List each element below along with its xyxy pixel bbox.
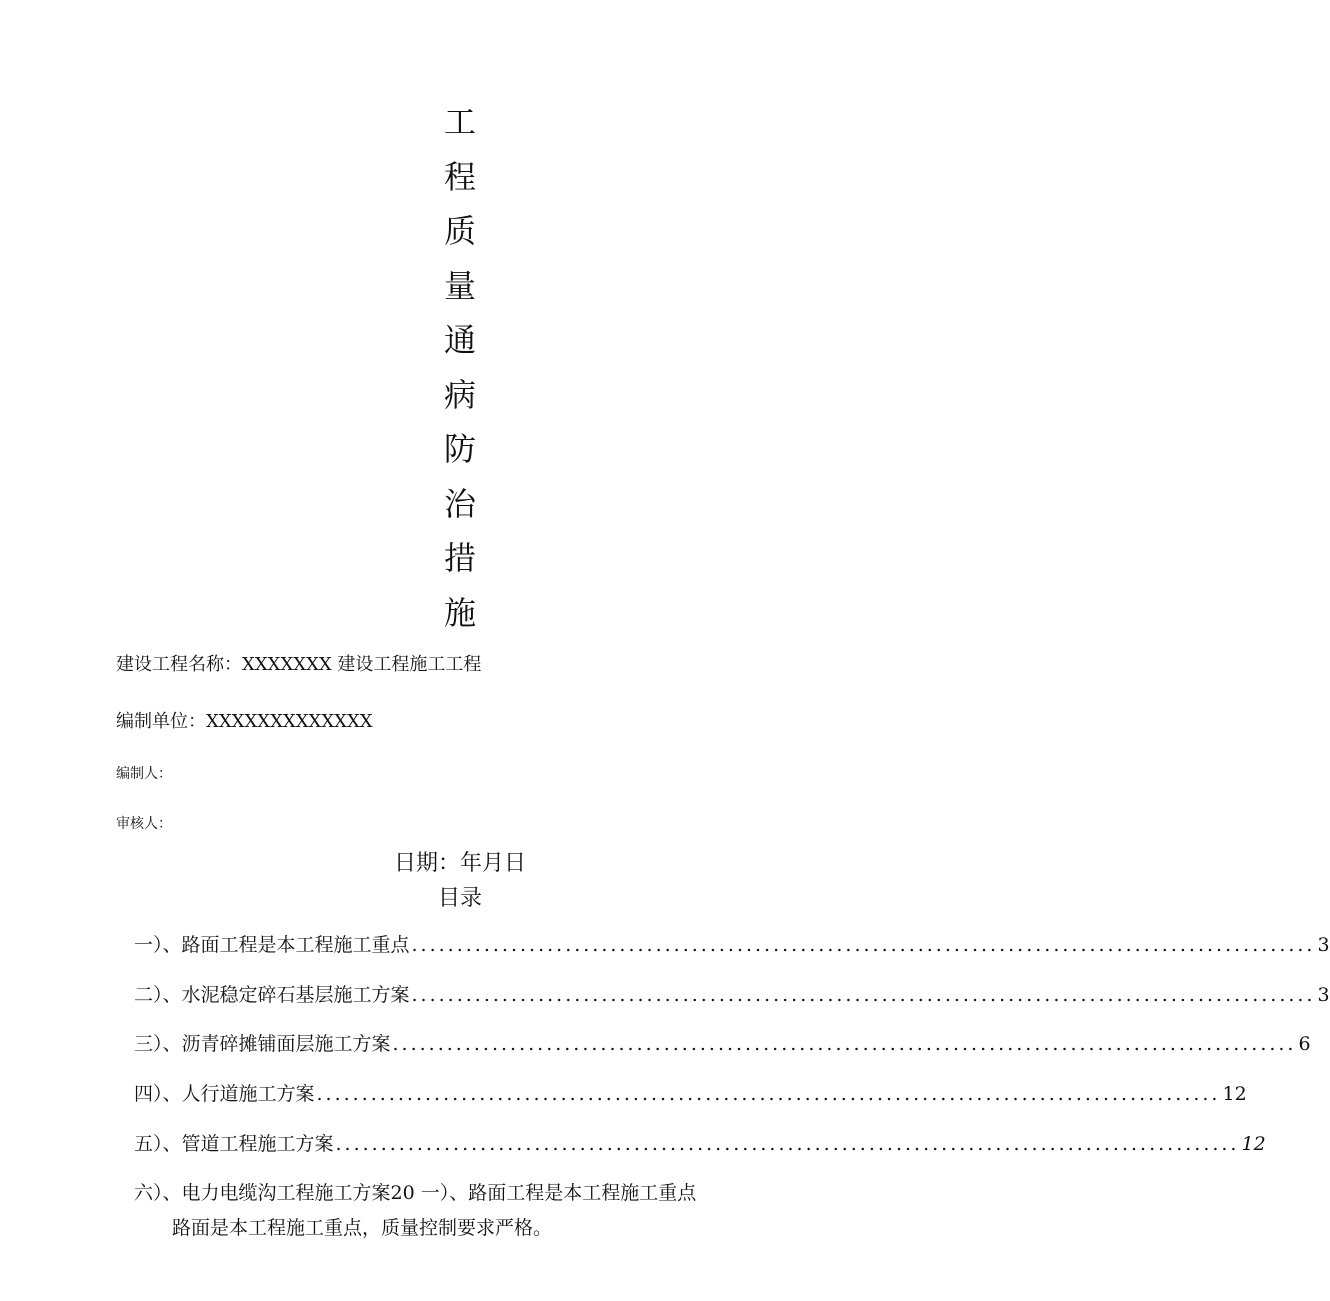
- toc-entry-label: 一）、路面工程是本工程施工重点: [134, 934, 410, 956]
- document-title: [0, 95, 920, 640]
- toc-leader-dots: ....................................................................................................: [411, 983, 1316, 1006]
- toc-leader-dots: ....................................................................................................: [335, 1132, 1240, 1155]
- date-line: 日期：年月日: [393, 851, 526, 876]
- toc-entry-page: 3: [1317, 934, 1330, 956]
- toc-entry[interactable]: [134, 1129, 1266, 1179]
- toc-entry-page: 12: [1222, 1083, 1247, 1106]
- title-char: 施: [443, 593, 476, 632]
- title-char: 程: [443, 157, 476, 196]
- toc-entry-page: 6: [1298, 1033, 1311, 1056]
- section-body-text: 路面是本工程施工重点，质量控制要求严格。: [172, 1217, 553, 1239]
- toc-leader-dots: ....................................................................................................: [392, 1033, 1297, 1056]
- project-name: 建设工程名称：XXXXXXX 建设工程施工工程: [116, 654, 482, 675]
- table-of-contents: [134, 930, 1330, 1178]
- reviewer-label: 审核人：: [116, 816, 172, 832]
- toc-entry-label: 三）、沥青碎摊铺面层施工方案: [134, 1033, 391, 1056]
- title-char: 工: [443, 103, 476, 141]
- title-char: 病: [443, 375, 476, 414]
- toc-entry[interactable]: [134, 1029, 1311, 1079]
- toc-leader-dots: ....................................................................................................: [411, 934, 1316, 956]
- toc-entry[interactable]: [134, 1079, 1247, 1129]
- toc-entry-page: 3: [1317, 983, 1330, 1006]
- editor-label: 编制人：: [116, 766, 172, 782]
- toc-entry[interactable]: [134, 930, 1330, 980]
- toc-entry[interactable]: [134, 980, 1330, 1030]
- title-char: 措: [443, 539, 476, 577]
- title-char: 质: [443, 212, 476, 250]
- title-char: 防: [443, 430, 476, 468]
- toc-title: 目录: [437, 886, 482, 911]
- toc-entry-page: 12: [1241, 1132, 1266, 1155]
- toc-entry-label: 四）、人行道施工方案: [134, 1083, 315, 1106]
- compiling-unit: 编制单位：XXXXXXXXXXXXX: [116, 711, 373, 732]
- title-char: 量: [443, 266, 476, 305]
- title-char: 通: [443, 321, 476, 359]
- toc-entry-label: 五）、管道工程施工方案: [134, 1132, 334, 1155]
- toc-entry-run-on[interactable]: 六）、电力电缆沟工程施工方案20 一）、路面工程是本工程施工重点: [134, 1182, 697, 1204]
- title-char: 治: [443, 484, 476, 523]
- toc-entry-label: 二）、水泥稳定碎石基层施工方案: [134, 983, 410, 1006]
- toc-leader-dots: ....................................................................................................: [316, 1083, 1221, 1106]
